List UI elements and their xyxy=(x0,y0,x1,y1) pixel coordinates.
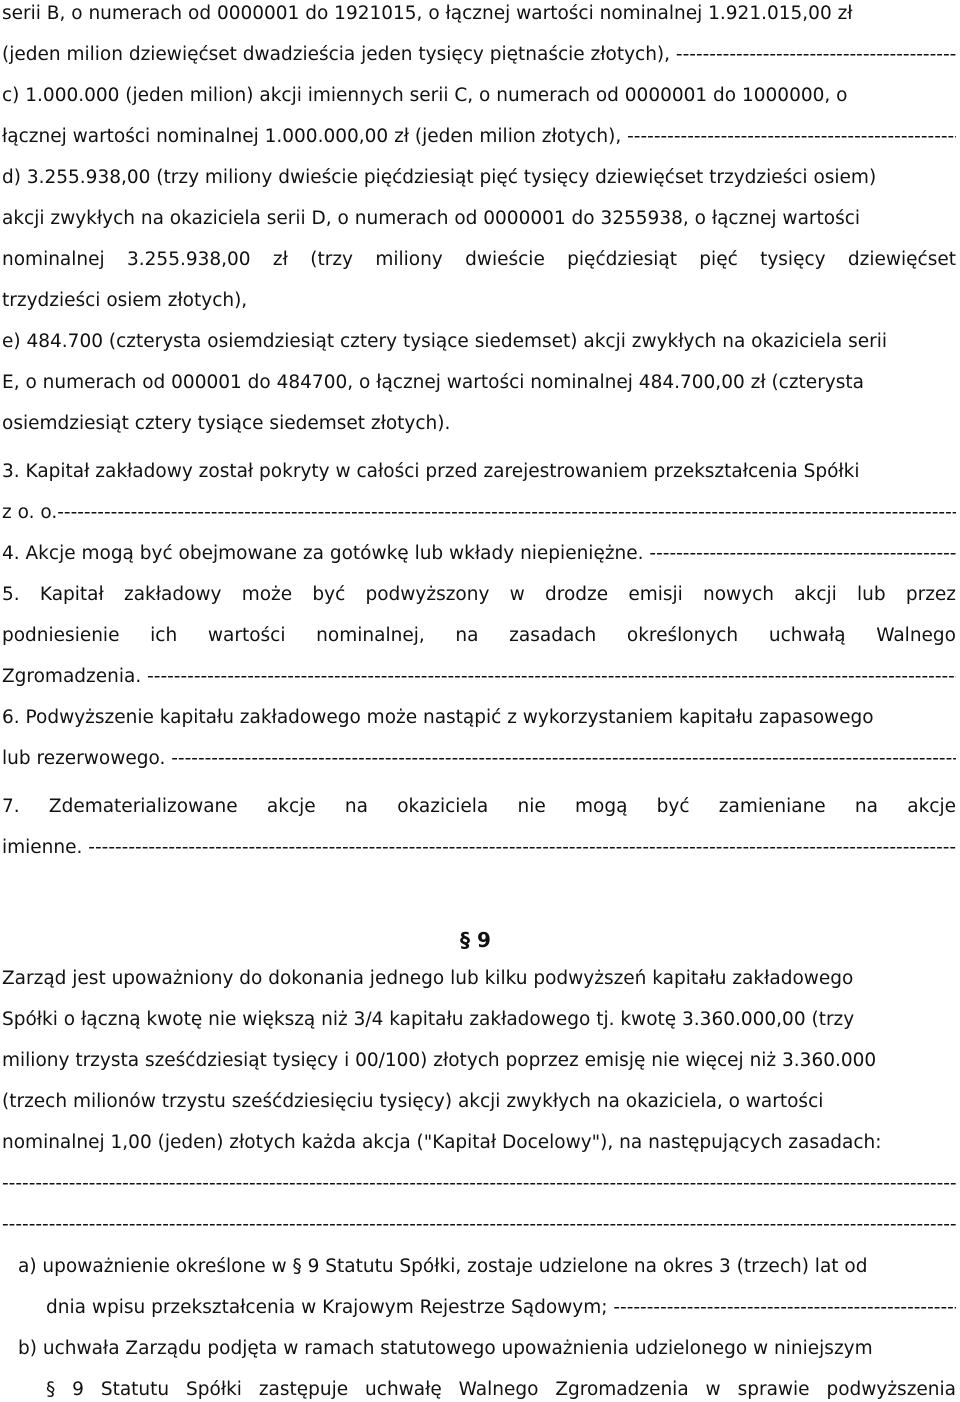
dash-line xyxy=(2,1213,956,1237)
text-line-with-dashes xyxy=(2,501,956,525)
text-line: Spółki o łączną kwotę nie większą niż 3/4 kapitału zakładowego tj. kwotę 3.360.000,00 (trzy xyxy=(2,1009,855,1030)
list-item-a: a) upoważnienie określone w § 9 Statutu Spółki, zostaje udzielone na okres 3 (trzech) lat od xyxy=(18,1256,868,1277)
text-line: Zarząd jest upoważniony do dokonania jednego lub kilku podwyższeń kapitału zakładowego xyxy=(2,968,854,989)
text-line: nominalnej 3.255.938,00 zł (trzy miliony dwieście pięćdziesiąt pięć tysięcy dziewięćset xyxy=(2,249,956,270)
text-line: E, o numerach od 000001 do 484700, o łącznej wartości nominalnej 484.700,00 zł (czterysta xyxy=(2,372,864,393)
dash-filler xyxy=(644,543,956,564)
text-line: dnia wpisu przekształcenia w Krajowym Rejestrze Sądowym; xyxy=(46,1297,608,1318)
dash-filler xyxy=(141,666,956,687)
text-line-with-dashes xyxy=(2,43,956,67)
dash-filler xyxy=(165,748,956,769)
section-heading: § 9 xyxy=(460,928,491,952)
text-line: § 9 Statutu Spółki zastępuje uchwałę Walnego Zgromadzenia w sprawie podwyższenia xyxy=(46,1379,956,1400)
text-line: osiemdziesiąt cztery tysiące siedemset złotych). xyxy=(2,413,451,434)
text-line-with-dashes xyxy=(2,836,956,860)
dash-filler xyxy=(82,837,956,858)
text-line: lub rezerwowego. xyxy=(2,748,166,769)
dash-filler xyxy=(607,1297,956,1318)
text-line: Zgromadzenia. xyxy=(2,666,142,687)
text-line-with-dashes xyxy=(46,1296,956,1320)
text-line: (trzech milionów trzystu sześćdziesięciu tysięcy) akcji zwykłych na okaziciela, o wartości xyxy=(2,1091,824,1112)
text-line: d) 3.255.938,00 (trzy miliony dwieście pięćdziesiąt pięć tysięcy dziewięćset trzydzieści osiem) xyxy=(2,167,877,188)
dash-filler xyxy=(670,44,956,65)
text-line: (jeden milion dziewięćset dwadzieścia jeden tysięcy piętnaście złotych), xyxy=(2,44,671,65)
text-line: e) 484.700 (czterysta osiemdziesiąt cztery tysiące siedemset) akcji zwykłych na okaziciela serii xyxy=(2,331,888,352)
text-line: podniesienie ich wartości nominalnej, na zasadach określonych uchwałą Walnego xyxy=(2,625,956,646)
text-line: trzydzieści osiem złotych), xyxy=(2,290,248,311)
text-line-with-dashes xyxy=(2,125,956,149)
text-line: łącznej wartości nominalnej 1.000.000,00 zł (jeden milion złotych), xyxy=(2,126,622,147)
text-line: miliony trzysta sześćdziesiąt tysięcy i 00/100) złotych poprzez emisję nie więcej niż 3.360.000 xyxy=(2,1050,877,1071)
text-line: 3. Kapitał zakładowy został pokryty w całości przed zarejestrowaniem przekształcenia Spółki xyxy=(2,461,860,482)
text-line-with-dashes xyxy=(2,747,956,771)
text-line: z o. o. xyxy=(2,502,58,523)
text-line: akcji zwykłych na okaziciela serii D, o numerach od 0000001 do 3255938, o łącznej wartości xyxy=(2,208,861,229)
text-line: c) 1.000.000 (jeden milion) akcji imiennych serii C, o numerach od 0000001 do 1000000, o xyxy=(2,85,848,106)
text-line: 5. Kapitał zakładowy może być podwyższony w drodze emisji nowych akcji lub przez xyxy=(2,584,956,605)
text-line: serii B, o numerach od 0000001 do 1921015, o łącznej wartości nominalnej 1.921.015,00 zł xyxy=(2,3,853,24)
text-line: 4. Akcje mogą być obejmowane za gotówkę lub wkłady niepieniężne. xyxy=(2,543,644,564)
text-line-with-dashes xyxy=(2,542,956,566)
text-line: 7. Zdematerializowane akcje na okaziciela nie mogą być zamieniane na akcje xyxy=(2,796,956,817)
dash-filler xyxy=(57,502,956,523)
dash-line xyxy=(2,1172,956,1196)
text-line: imienne. xyxy=(2,837,83,858)
text-line: nominalnej 1,00 (jeden) złotych każda akcja ("Kapitał Docelowy"), na następujących zasadach: xyxy=(2,1132,882,1153)
list-item-b: b) uchwała Zarządu podjęta w ramach statutowego upoważnienia udzielonego w niniejszym xyxy=(18,1338,873,1359)
text-line: 6. Podwyższenie kapitału zakładowego może nastąpić z wykorzystaniem kapitału zapasowego xyxy=(2,707,874,728)
text-line-with-dashes xyxy=(2,665,956,689)
dash-filler xyxy=(621,126,956,147)
